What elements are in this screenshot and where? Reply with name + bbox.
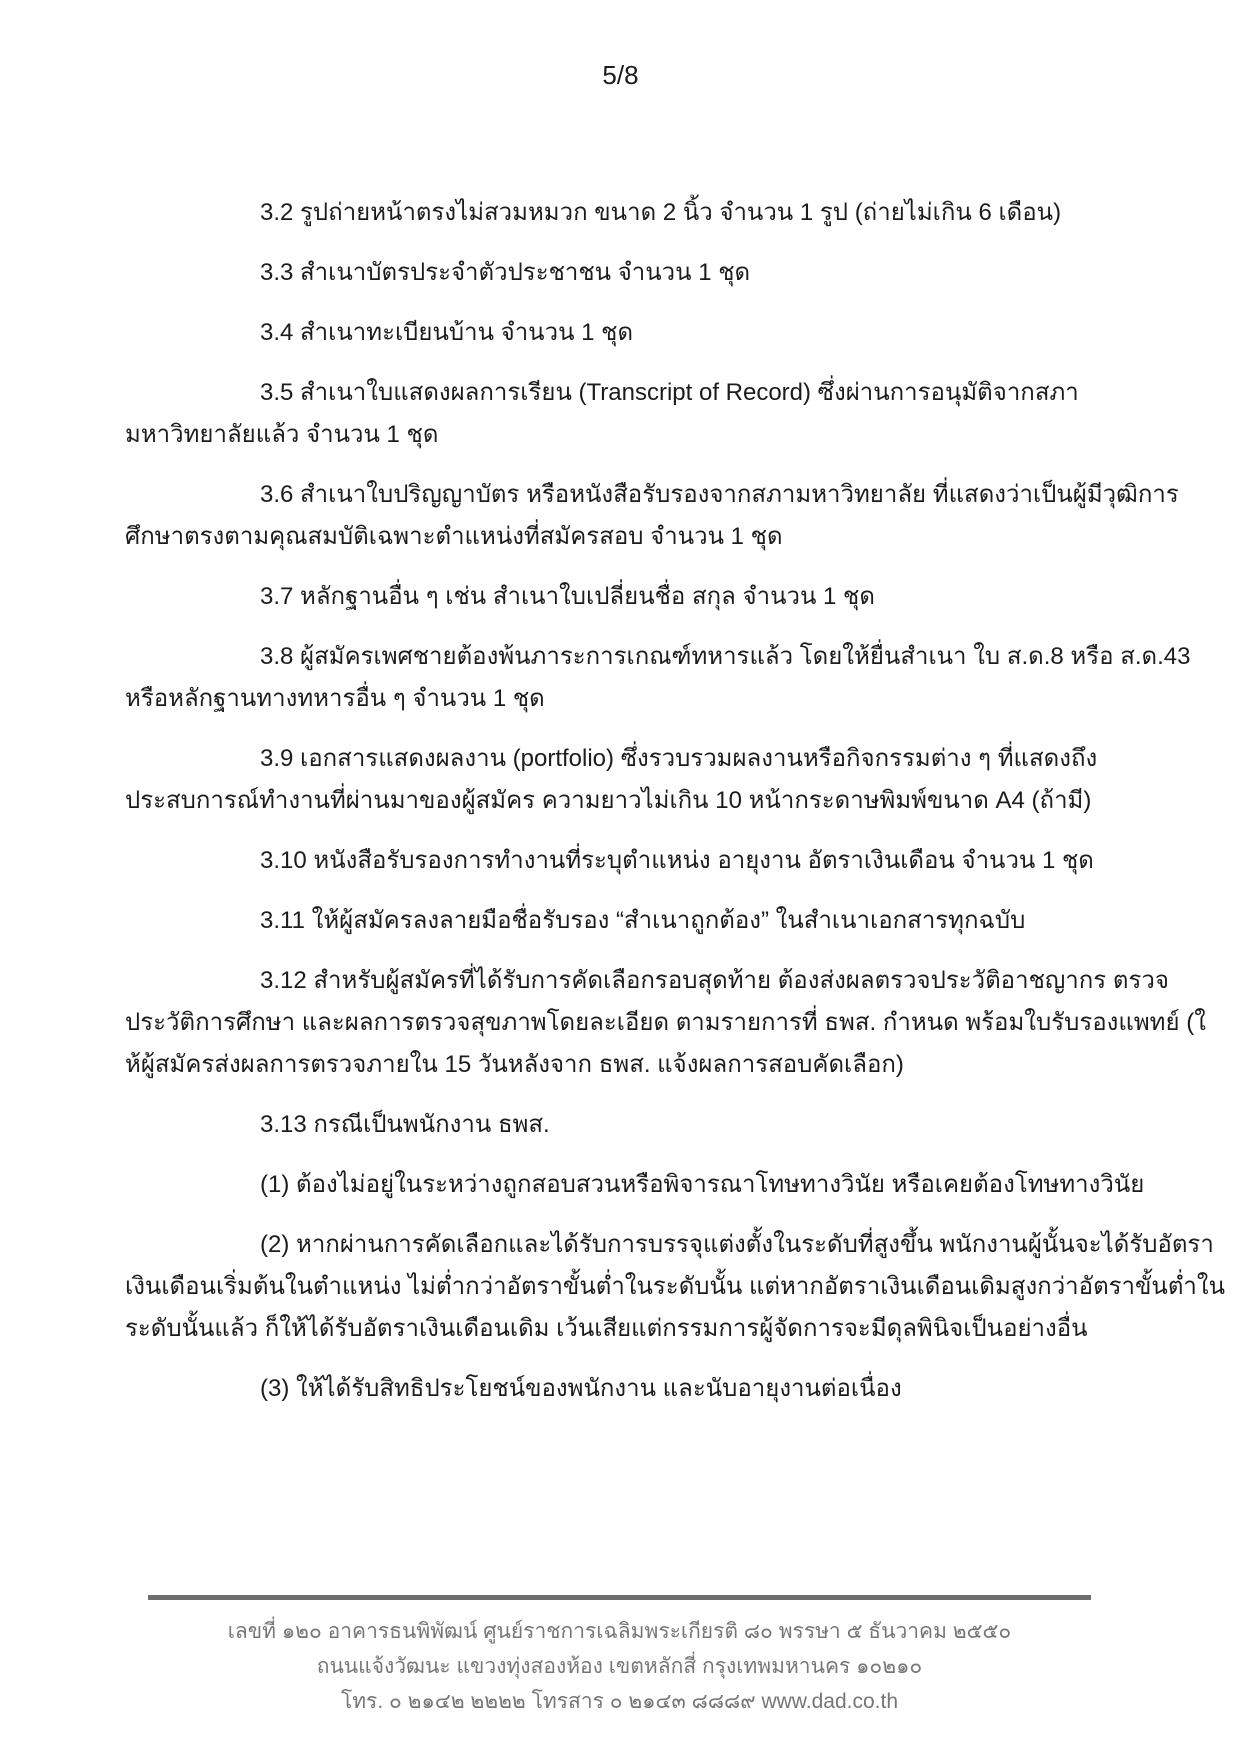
paragraph-line: 3.7 หลักฐานอื่น ๆ เช่น สำเนาใบเปลี่ยนชื่อ สกุล จำนวน 1 ชุด	[260, 583, 875, 610]
paragraph-line: 3.2 รูปถ่ายหน้าตรงไม่สวมหมวก ขนาด 2 นิ้ว จำนวน 1 รูป (ถ่ายไม่เกิน 6 เดือน)	[260, 199, 1062, 226]
paragraph-3-13-item-1	[125, 1164, 1145, 1206]
paragraph-line: ประสบการณ์ทำงานที่ผ่านมาของผู้สมัคร ความยาวไม่เกิน 10 หน้ากระดาษพิมพ์ขนาด A4 (ถ้ามี)	[125, 787, 1092, 814]
paragraph-3-13-item-2	[125, 1224, 1226, 1350]
paragraph-3-13-item-3	[125, 1368, 1115, 1410]
paragraph-3-13	[125, 1104, 1115, 1146]
paragraph-line: 3.9 เอกสารแสดงผลงาน (portfolio) ซึ่งรวบรวมผลงานหรือกิจกรรมต่าง ๆ ที่แสดงถึง	[260, 745, 1098, 772]
paragraph-3-5	[125, 372, 1115, 456]
paragraph-line: มหาวิทยาลัยแล้ว จำนวน 1 ชุด	[125, 421, 439, 448]
paragraph-line: 3.6 สำเนาใบปริญญาบัตร หรือหนังสือรับรองจากสภามหาวิทยาลัย ที่แสดงว่าเป็นผู้มีวุฒิการ	[260, 481, 1179, 508]
paragraph-line: 3.11 ให้ผู้สมัครลงลายมือชื่อรับรอง “สำเนาถูกต้อง” ในสำเนาเอกสารทุกฉบับ	[260, 907, 1026, 934]
footer-address-line-1: เลขที่ ๑๒๐ อาคารธนพิพัฒน์ ศูนย์ราชการเฉลิมพระเกียรติ ๘๐ พรรษา ๕ ธันวาคม ๒๕๕๐	[227, 1620, 1012, 1643]
paragraph-3-7	[125, 576, 1115, 618]
paragraph-3-3	[125, 252, 1115, 294]
footer-contact-line: โทร. ๐ ๒๑๔๒ ๒๒๒๒ โทรสาร ๐ ๒๑๔๓ ๘๘๘๙ www.dad.co.th	[340, 1690, 899, 1713]
paragraph-line: 3.10 หนังสือรับรองการทำงานที่ระบุตำแหน่ง อายุงาน อัตราเงินเดือน จำนวน 1 ชุด	[260, 847, 1094, 874]
paragraph-3-6	[125, 474, 1179, 558]
paragraph-line: หรือหลักฐานทางทหารอื่น ๆ จำนวน 1 ชุด	[125, 685, 545, 712]
paragraph-line: (3) ให้ได้รับสิทธิประโยชน์ของพนักงาน และนับอายุงานต่อเนื่อง	[260, 1375, 902, 1402]
paragraph-line: 3.8 ผู้สมัครเพศชายต้องพ้นภาระการเกณฑ์ทหารแล้ว โดยให้ยื่นสำเนา ใบ ส.ด.8 หรือ ส.ด.43	[260, 643, 1191, 670]
paragraph-3-8	[125, 636, 1191, 720]
paragraph-line: เงินเดือนเริ่มต้นในตำแหน่ง ไม่ต่ำกว่าอัตราขั้นต่ำในระดับนั้น แต่หากอัตราเงินเดือนเดิมสูงกว่าอัตราขั้นต่ำใน	[125, 1273, 1226, 1300]
paragraph-3-2	[125, 192, 1115, 234]
paragraph-3-11	[125, 900, 1115, 942]
document-body	[125, 192, 1226, 1428]
paragraph-line: (1) ต้องไม่อยู่ในระหว่างถูกสอบสวนหรือพิจารณาโทษทางวินัย หรือเคยต้องโทษทางวินัย	[260, 1171, 1145, 1198]
paragraph-line: 3.4 สำเนาทะเบียนบ้าน จำนวน 1 ชุด	[260, 319, 634, 346]
page-footer	[148, 1614, 1091, 1719]
paragraph-3-9	[125, 738, 1115, 822]
paragraph-line: (2) หากผ่านการคัดเลือกและได้รับการบรรจุแต่งตั้งในระดับที่สูงขึ้น พนักงานผู้นั้นจะได้รับอัตรา	[260, 1231, 1214, 1258]
paragraph-3-12	[125, 960, 1206, 1086]
paragraph-3-4	[125, 312, 1115, 354]
paragraph-line: 3.12 สำหรับผู้สมัครที่ได้รับการคัดเลือกรอบสุดท้าย ต้องส่งผลตรวจประวัติอาชญากร ตรวจ	[260, 967, 1169, 994]
paragraph-line: 3.3 สำเนาบัตรประจำตัวประชาชน จำนวน 1 ชุด	[260, 259, 751, 286]
footer-address-line-2: ถนนแจ้งวัฒนะ แขวงทุ่งสองห้อง เขตหลักสี่ กรุงเทพมหานคร ๑๐๒๑๐	[316, 1655, 923, 1678]
paragraph-line: ศึกษาตรงตามคุณสมบัติเฉพาะตำแหน่งที่สมัครสอบ จำนวน 1 ชุด	[125, 523, 783, 550]
footer-divider	[148, 1595, 1091, 1600]
paragraph-line: ห้ผู้สมัครส่งผลการตรวจภายใน 15 วันหลังจาก ธพส. แจ้งผลการสอบคัดเลือก)	[125, 1051, 904, 1078]
page-number: 5/8	[602, 60, 639, 90]
paragraph-line: ระดับนั้นแล้ว ก็ให้ได้รับอัตราเงินเดือนเดิม เว้นเสียแต่กรรมการผู้จัดการจะมีดุลพินิจเป็นอย่างอื่น	[125, 1315, 1088, 1342]
paragraph-3-10	[125, 840, 1115, 882]
paragraph-line: 3.5 สำเนาใบแสดงผลการเรียน (Transcript of Record) ซึ่งผ่านการอนุมัติจากสภา	[260, 379, 1079, 406]
paragraph-line: ประวัติการศึกษา และผลการตรวจสุขภาพโดยละเอียด ตามรายการที่ ธพส. กำหนด พร้อมใบรับรองแพทย์ (ใ	[125, 1009, 1206, 1036]
paragraph-line: 3.13 กรณีเป็นพนักงาน ธพส.	[260, 1111, 550, 1138]
